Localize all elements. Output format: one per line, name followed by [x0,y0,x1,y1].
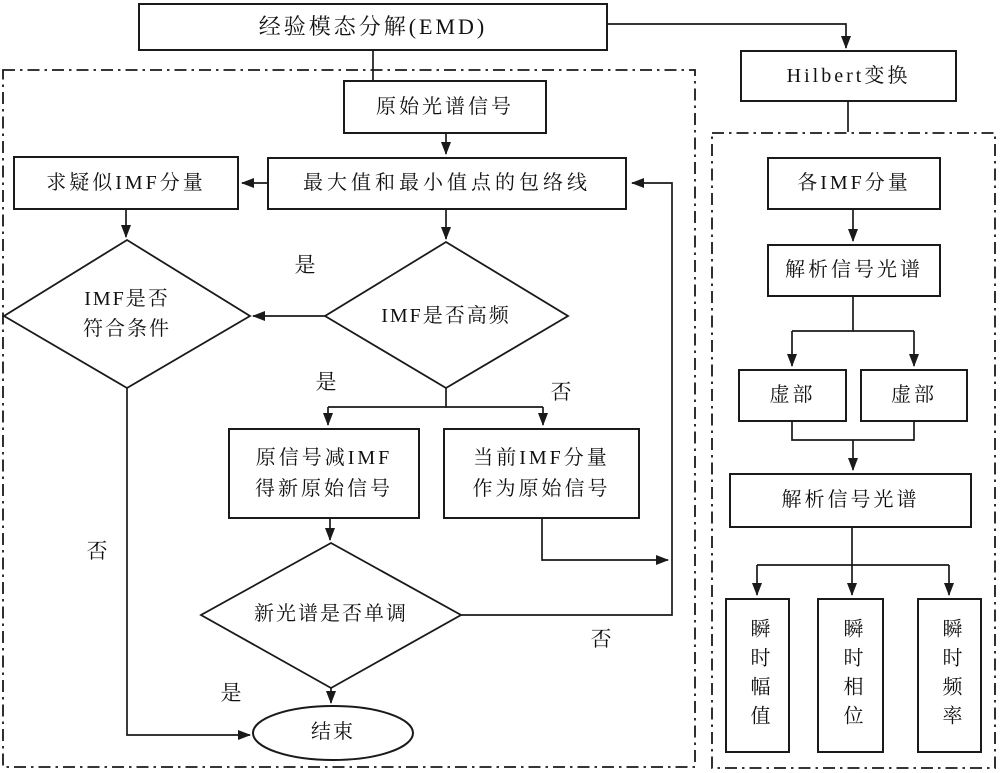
imf-check-label-line2: 符合条件 [83,318,171,340]
instantaneous-amplitude-box [725,598,790,753]
edge-label-monotonic-yes: 是 [220,681,242,705]
imf-highfreq-label: IMF是否高频 [381,305,511,327]
edge-label-highfreq-no: 否 [550,380,572,404]
monotonic-label: 新光谱是否单调 [254,603,408,625]
subtract-imf-label-line1: 原信号减IMF [255,446,393,469]
edge-label-monotonic-no: 否 [590,627,612,651]
original-signal-box [343,80,547,134]
envelope-box [267,157,627,210]
end-label: 结束 [311,721,355,743]
current-imf-label-line2: 作为原始信号 [472,477,611,500]
edge-label-check-no: 否 [86,539,108,563]
instantaneous-amplitude-label: 瞬时幅值 [747,617,769,734]
hilbert-transform-label: Hilbert变换 [786,64,911,87]
edge-label-highfreq-to-check-yes: 是 [294,253,316,277]
envelope-label: 最大值和最小值点的包络线 [303,172,591,194]
instantaneous-frequency-label: 瞬时频率 [939,617,961,734]
emd-title-box [138,3,608,51]
analytic-spectrum-label-2: 解析信号光谱 [781,489,920,511]
edge-analytic2-split [757,528,852,565]
pseudo-imf-box [13,156,239,210]
subtract-imf-box [228,428,420,519]
analytic-spectrum-box-1 [767,244,941,297]
edge-label-highfreq-yes: 是 [315,370,337,394]
pseudo-imf-label: 求疑似IMF分量 [46,171,206,194]
hilbert-transform-box [740,50,957,102]
imaginary-part-label-left: 虚部 [769,384,816,406]
each-imf-box [767,157,941,210]
edge-highfreq-split [328,388,446,407]
original-signal-label: 原始光谱信号 [376,95,514,118]
edge-analytic1-split [792,297,853,331]
emd-title-label: 经验模态分解(EMD) [258,13,488,39]
edge-current-to-feedback [542,519,668,560]
instantaneous-phase-box [817,598,884,753]
instantaneous-phase-label: 瞬时相位 [840,617,862,734]
current-imf-label-line1: 当前IMF分量 [473,446,610,469]
subtract-imf-label-line2: 得新原始信号 [255,477,393,500]
analytic-spectrum-label-1: 解析信号光谱 [785,259,923,281]
current-imf-box [443,428,640,519]
imaginary-part-box-right [860,369,968,422]
imf-check-label-line1: IMF是否 [84,288,170,310]
imf-check-label [83,284,171,344]
imaginary-part-label-right: 虚部 [891,384,937,406]
edge-emd-to-hilbert [608,24,846,48]
each-imf-label: 各IMF分量 [797,172,911,194]
analytic-spectrum-box-2 [729,473,972,528]
imaginary-part-box-left [738,369,847,422]
edge-imag-merge [792,422,914,440]
instantaneous-frequency-box [917,598,982,753]
